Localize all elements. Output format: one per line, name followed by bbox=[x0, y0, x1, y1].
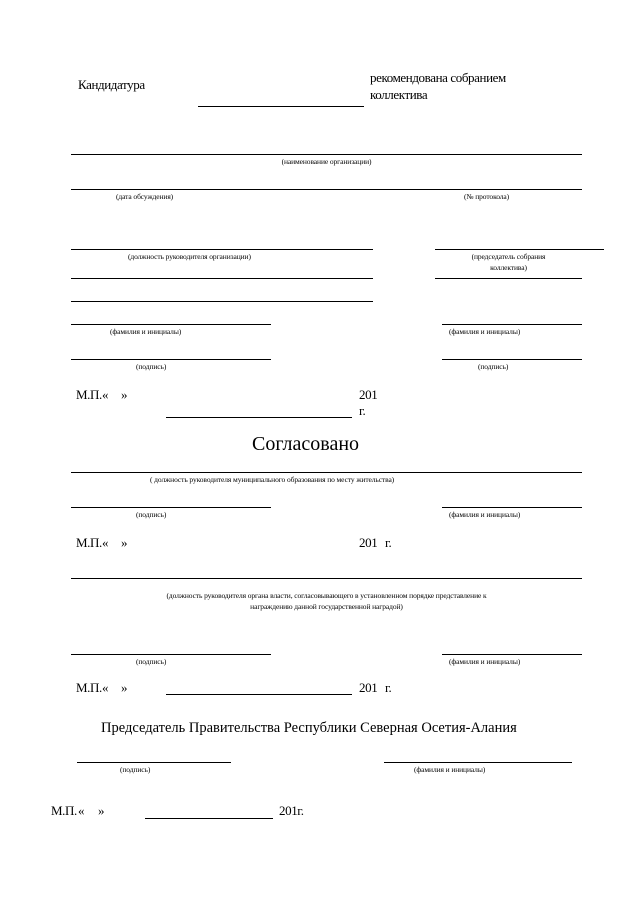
head-position-line[interactable] bbox=[71, 249, 373, 250]
head-position-line-2[interactable] bbox=[71, 278, 373, 279]
candidate-name-line[interactable] bbox=[198, 106, 364, 107]
mp-stamp-3: М.П. bbox=[76, 680, 102, 695]
year-4: 201г. bbox=[279, 803, 304, 818]
year-suffix-3: г. bbox=[385, 680, 392, 695]
authority-fio-line[interactable] bbox=[442, 654, 582, 655]
municipal-head-caption: ( должность руководителя муниципального образования по месту жительства) bbox=[150, 475, 395, 484]
year-2: 201 bbox=[359, 535, 378, 550]
chairman-signature-caption: (подпись) bbox=[478, 362, 509, 371]
agreed-fio-caption: (фамилия и инициалы) bbox=[449, 510, 521, 519]
recommended-text-line2: коллектива bbox=[370, 87, 428, 102]
org-name-caption: (наименование организации) bbox=[281, 157, 372, 166]
protocol-number-caption: (№ протокола) bbox=[464, 192, 510, 201]
municipal-head-line[interactable] bbox=[71, 472, 582, 473]
gov-chairman-signature-line[interactable] bbox=[77, 762, 231, 763]
gov-chairman-fio-line[interactable] bbox=[384, 762, 572, 763]
discussion-date-caption: (дата обсуждения) bbox=[116, 192, 174, 201]
head-position-caption: (должность руководителя организации) bbox=[128, 252, 251, 261]
authority-fio-caption: (фамилия и инициалы) bbox=[449, 657, 521, 666]
year-suffix-1: г. bbox=[359, 403, 366, 418]
head-fio-line[interactable] bbox=[71, 324, 271, 325]
chairman-fio-caption: (фамилия и инициалы) bbox=[449, 327, 521, 336]
agreed-title: Согласовано bbox=[252, 433, 360, 455]
year-1: 201 bbox=[359, 387, 378, 402]
agreed-signature-line[interactable] bbox=[71, 507, 271, 508]
month-line-1[interactable] bbox=[166, 417, 352, 418]
org-name-line[interactable] bbox=[71, 154, 582, 155]
quote-open-3: « bbox=[102, 680, 109, 695]
month-line-4[interactable] bbox=[145, 818, 273, 819]
authority-head-line[interactable] bbox=[71, 578, 582, 579]
authority-signature-caption: (подпись) bbox=[136, 657, 167, 666]
authority-signature-line[interactable] bbox=[71, 654, 271, 655]
chairman-title: Председатель Правительства Республики Северная Осетия-Алания bbox=[101, 720, 517, 736]
head-signature-line[interactable] bbox=[71, 359, 271, 360]
chairman-caption-line1: (председатель собрания bbox=[471, 252, 546, 261]
head-position-line-3[interactable] bbox=[71, 301, 373, 302]
chairman-line[interactable] bbox=[435, 249, 604, 250]
chairman-line-2[interactable] bbox=[435, 278, 582, 279]
quote-open-4: « bbox=[78, 803, 85, 818]
quote-open-2: « bbox=[102, 535, 109, 550]
quote-close-3: » bbox=[121, 680, 128, 695]
year-suffix-2: г. bbox=[385, 535, 392, 550]
gov-chairman-fio-caption: (фамилия и инициалы) bbox=[414, 765, 486, 774]
kandidatura-label: Кандидатура bbox=[78, 77, 145, 92]
date-protocol-line[interactable] bbox=[71, 189, 582, 190]
quote-open-1: « bbox=[102, 387, 109, 402]
agreed-fio-line[interactable] bbox=[442, 507, 582, 508]
mp-stamp-1: М.П. bbox=[76, 387, 102, 402]
quote-close-1: » bbox=[121, 387, 128, 402]
agreed-signature-caption: (подпись) bbox=[136, 510, 167, 519]
authority-caption-line2: награждению данной государственной наградой) bbox=[250, 602, 403, 611]
chairman-signature-line[interactable] bbox=[442, 359, 582, 360]
mp-stamp-2: М.П. bbox=[76, 535, 102, 550]
quote-close-2: » bbox=[121, 535, 128, 550]
chairman-fio-line[interactable] bbox=[442, 324, 582, 325]
head-signature-caption: (подпись) bbox=[136, 362, 167, 371]
month-line-3[interactable] bbox=[166, 694, 352, 695]
recommended-text-line1: рекомендована собранием bbox=[370, 70, 506, 85]
quote-close-4: » bbox=[98, 803, 105, 818]
gov-chairman-signature-caption: (подпись) bbox=[120, 765, 151, 774]
chairman-caption-line2: коллектива) bbox=[490, 263, 527, 272]
year-3: 201 bbox=[359, 680, 378, 695]
head-fio-caption: (фамилия и инициалы) bbox=[110, 327, 182, 336]
authority-caption-line1: (должность руководителя органа власти, согласовывающего в установленном порядке представление к bbox=[166, 591, 487, 600]
mp-stamp-4: М.П. bbox=[51, 803, 77, 818]
